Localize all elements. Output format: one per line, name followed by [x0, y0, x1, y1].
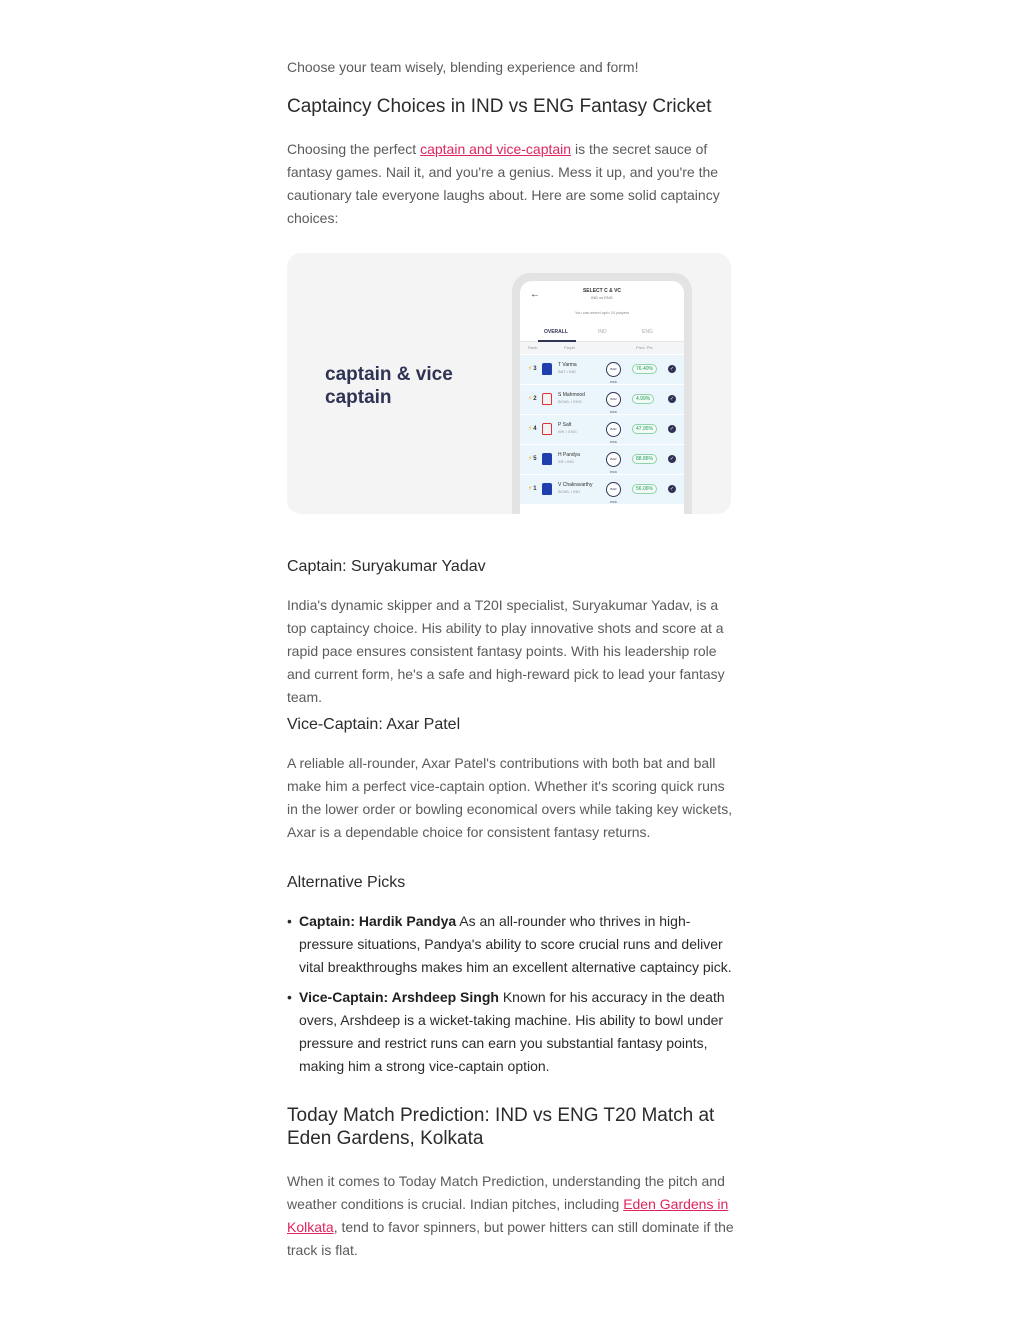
- check-icon: ✓: [669, 486, 675, 492]
- selection-pct: 56.06%: [632, 484, 657, 494]
- bolt-icon: ⚡: [528, 366, 533, 372]
- list-item: [287, 986, 739, 1078]
- bolt-icon: ⚡: [528, 426, 533, 432]
- rank-value: 4: [533, 426, 537, 432]
- rank-value: 5: [533, 456, 537, 462]
- vice-captain-paragraph: A reliable all-rounder, Axar Patel's contributions with both bat and ball make him a perfect vice-captain option. Whether it's scoring quick runs in the lower order or bowling economical overs while taking key wickets, Axar is a dependable choice for consistent fantasy returns.: [287, 755, 733, 840]
- pick-badge: BAR PICK: [606, 452, 621, 467]
- pick-badge: BAR PICK: [606, 362, 621, 377]
- check-icon: ✓: [669, 456, 675, 462]
- captain-banner-image: [287, 253, 731, 514]
- player-meta: BOWL • IND: [558, 489, 581, 494]
- banner-title: captain & vice captain: [325, 364, 453, 408]
- screen-header: SELECT C & VC: [582, 288, 622, 294]
- player-name: V Chakravarthy: [558, 482, 593, 488]
- row-rank: [528, 485, 537, 492]
- player-meta: WK • ENG: [558, 429, 577, 434]
- table-row: [520, 415, 684, 445]
- check-icon: ✓: [669, 366, 675, 372]
- list-item: [287, 910, 739, 979]
- pick-badge: BAR PICK: [606, 422, 621, 437]
- selection-pct: 47.95%: [632, 424, 657, 434]
- rank-value: 2: [533, 396, 537, 402]
- selection-pct: 76.40%: [632, 364, 657, 374]
- player-name: T Varma: [558, 362, 577, 368]
- phone-screen: [520, 281, 684, 514]
- captaincy-paragraph: [287, 138, 739, 230]
- tab-overall: OVERALL: [544, 329, 568, 335]
- row-rank: [528, 365, 537, 372]
- captaincy-para-start: Choosing the perfect: [287, 141, 421, 157]
- col-rank: Rank: [528, 345, 538, 350]
- tab-ind: IND: [598, 329, 607, 335]
- selection-pct: 4.99%: [632, 394, 654, 404]
- player-name: H Pandya: [558, 452, 580, 458]
- player-meta: BOWL • ENG: [558, 399, 582, 404]
- bolt-icon: ⚡: [528, 396, 533, 402]
- list-item-label: Captain: Hardik Pandya: [299, 913, 457, 929]
- phone-mockup: [512, 273, 692, 514]
- captain-paragraph: India's dynamic skipper and a T20I specialist, Suryakumar Yadav, is a top captaincy choice. His ability to play innovative shots and score at a rapid pace ensures consistent fantasy points. With his leadership role and current form, he's a safe and high-reward pick to lead your fantasy team.: [287, 597, 725, 705]
- tab-eng: ENG: [642, 329, 653, 335]
- screen-tabs: [520, 325, 684, 342]
- player-meta: BAT • IND: [558, 369, 576, 374]
- alternatives-heading: Alternative Picks: [287, 874, 406, 891]
- check-icon: ✓: [669, 426, 675, 432]
- table-row: [520, 475, 684, 505]
- intro-text: Choose your team wisely, blending experience and form!: [287, 59, 639, 75]
- row-rank: [528, 395, 537, 402]
- row-rank: [528, 455, 537, 462]
- eden-gardens-link[interactable]: Eden Gardens in Kolkata: [287, 1196, 729, 1235]
- jersey-icon: [542, 423, 552, 435]
- list-item-text: Known for his accuracy in the death overs, Arshdeep is a wicket-taking machine. His ability to bowl under pressure and restrict runs can earn you substantial fantasy points, making him a strong vice-captain option.: [299, 989, 725, 1074]
- jersey-icon: [542, 453, 552, 465]
- player-name: S Mahmood: [558, 392, 585, 398]
- prediction-heading: Today Match Prediction: IND vs ENG T20 Match at Eden Gardens, Kolkata: [287, 1105, 715, 1149]
- col-pred-pts: Pred. Pts: [636, 345, 653, 350]
- alternatives-list: [287, 910, 739, 1085]
- jersey-icon: [542, 393, 552, 405]
- captain-heading: Captain: Suryakumar Yadav: [287, 558, 486, 575]
- prediction-para-start: When it comes to Today Match Prediction, understanding the pitch and weather conditions is crucial. Indian pitches, including: [287, 1173, 725, 1212]
- screen-note: You can select upto 10 players: [574, 310, 630, 315]
- check-icon: ✓: [669, 396, 675, 402]
- jersey-icon: [542, 363, 552, 375]
- table-row: [520, 355, 684, 385]
- player-meta: AR • IND: [558, 459, 575, 464]
- captain-vice-captain-link[interactable]: captain and vice-captain: [420, 141, 572, 157]
- col-player: Player: [564, 345, 576, 350]
- list-item-text: As an all-rounder who thrives in high-pressure situations, Pandya's ability to score crucial runs and deliver vital breakthroughs makes him an excellent alternative captaincy pick.: [299, 913, 732, 975]
- pick-badge: BAR PICK: [606, 482, 621, 497]
- table-row: [520, 385, 684, 415]
- captaincy-heading: Captaincy Choices in IND vs ENG Fantasy Cricket: [287, 96, 712, 117]
- rank-value: 3: [533, 366, 537, 372]
- captaincy-para-end: is the secret sauce of fantasy games. Nail it, and you're a genius. Mess it up, and you're the cautionary tale everyone laughs about. Here are some solid captaincy choices:: [287, 141, 720, 226]
- jersey-icon: [542, 483, 552, 495]
- back-arrow-icon: ←: [530, 289, 540, 300]
- player-name: P Salt: [558, 422, 572, 428]
- row-rank: [528, 425, 537, 432]
- bolt-icon: ⚡: [528, 456, 533, 462]
- table-row: [520, 445, 684, 475]
- list-item-label: Vice-Captain: Arshdeep Singh: [299, 989, 499, 1005]
- rank-value: 1: [533, 486, 537, 492]
- vice-captain-heading: Vice-Captain: Axar Patel: [287, 716, 461, 733]
- prediction-paragraph: [287, 1170, 739, 1262]
- screen-subheader: IND vs ENG: [591, 295, 613, 300]
- selection-pct: 88.86%: [632, 454, 657, 464]
- prediction-para-end: , tend to favor spinners, but power hitters can still dominate if the track is flat.: [287, 1219, 734, 1258]
- pick-badge: BAR PICK: [606, 392, 621, 407]
- bolt-icon: ⚡: [528, 486, 533, 492]
- column-headers: [520, 342, 684, 354]
